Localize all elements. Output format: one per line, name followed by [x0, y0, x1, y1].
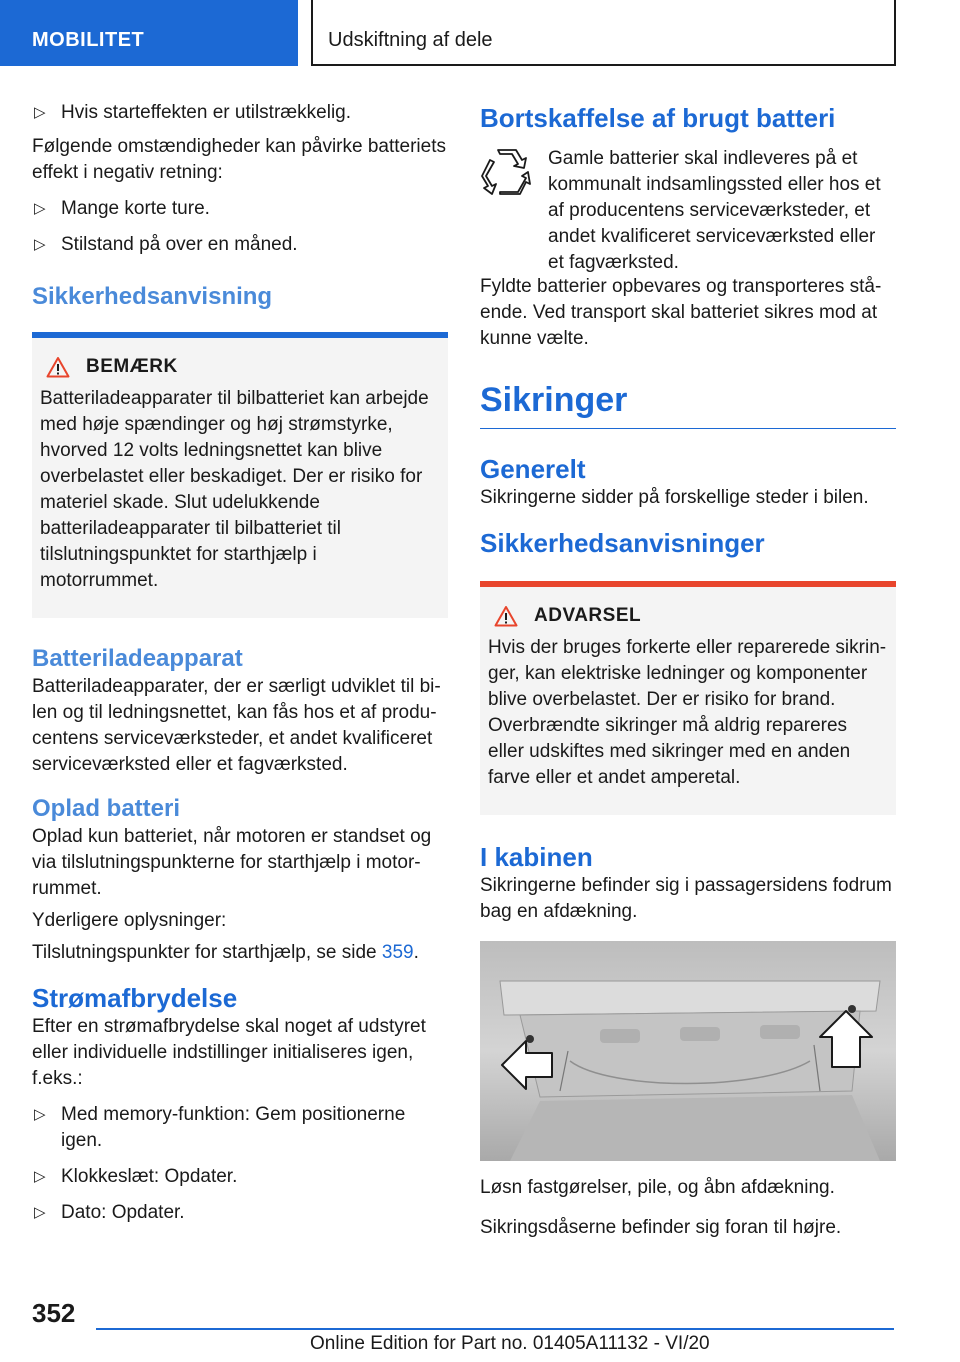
- section-heading: Bortskaffelse af brugt batteri: [480, 103, 836, 133]
- fuse-cover-illustration: [480, 941, 896, 1161]
- footer-rule: [96, 1328, 894, 1330]
- paragraph: Gamle batterier skal indleveres på et kommunalt indsamlingssted eller hos et af producentens serviceværksteder, et andet kvalificeret serviceværksted eller et fagværksted.: [548, 148, 881, 273]
- list-item: [32, 1102, 448, 1154]
- paragraph: Sikringerne befinder sig i passagersidens fodrum bag en afdækning.: [480, 875, 892, 922]
- chapter-heading: Sikringer: [480, 380, 896, 429]
- paragraph: Batteriladeapparater, der er særligt udviklet til bilen og til ledningsnettet, kan fås hos et af producentens serviceværksteder, et andet kvalificeret serviceværksted eller et fagværksted.: [32, 676, 441, 775]
- triangle-bullet-icon: ▷: [34, 104, 46, 121]
- triangle-bullet-icon: ▷: [34, 1168, 46, 1185]
- chapter-title: Udskiftning af dele: [311, 0, 896, 66]
- section-heading: I kabinen: [480, 842, 593, 872]
- notice-title: BEMÆRK: [86, 356, 178, 377]
- left-column: [32, 100, 448, 1234]
- fuse-cover-photo: [480, 941, 896, 1161]
- list-item-text: Klokkeslæt: Opdater.: [61, 1166, 238, 1187]
- warning-triangle-icon: [494, 605, 518, 627]
- triangle-bullet-icon: ▷: [34, 1204, 46, 1221]
- page-link[interactable]: 359: [381, 942, 414, 963]
- section-heading: Oplad batteri: [32, 795, 181, 822]
- triangle-bullet-icon: ▷: [34, 236, 46, 253]
- reference-suffix: .: [413, 942, 419, 963]
- page-number: 352: [32, 1298, 76, 1328]
- list-item-text: Hvis starteffekten er utilstrækkelig.: [61, 102, 352, 123]
- list-item-text: Mange korte ture.: [61, 198, 210, 219]
- list-item-text: Dato: Opdater.: [61, 1202, 185, 1223]
- paragraph: Sikringsdåserne befinder sig foran til højre.: [480, 1217, 842, 1238]
- paragraph: Yderligere oplysninger:: [32, 910, 227, 931]
- notice-header: [488, 605, 888, 627]
- paragraph: Sikringerne sidder på forskellige steder i bilen.: [480, 487, 869, 508]
- notice-header: [40, 356, 440, 378]
- paragraph: Oplad kun batteriet, når motoren er standset og via tilslutningspunkterne for starthjælp i motorrummet.: [32, 826, 432, 899]
- right-column: [480, 102, 896, 1247]
- triangle-bullet-icon: ▷: [34, 1106, 46, 1123]
- warning-triangle-icon: [46, 356, 70, 378]
- triangle-bullet-icon: ▷: [34, 200, 46, 217]
- paragraph: Fyldte batterier opbevares og transporteres stående. Ved transport skal batteriet sikres mod at kunne vælte.: [480, 276, 882, 349]
- section-heading: Sikkerhedsanvisning: [32, 283, 273, 310]
- paragraph-reference: [32, 940, 448, 966]
- reference-text: Tilslutningspunkter for starthjælp, se side: [32, 942, 382, 963]
- list-item: [32, 1164, 448, 1190]
- section-heading: Sikkerhedsanvisninger: [480, 528, 765, 558]
- page-header: [0, 0, 960, 66]
- list-item: [32, 1200, 448, 1226]
- notice-title: ADVARSEL: [534, 605, 642, 626]
- list-item: [32, 100, 448, 126]
- notice-body: Batteriladeapparater til bilbatteriet kan arbejde med høje spændinger og høj strømstyrke, hvorved 12 volts ledningsnettet kan blive overbelastet eller beskadiget. Der er risiko for materiel skade. Slut udelukkende batteriladeapparater til bilbatteriet til tilslutningspunktet for starthjælp i motorrummet.: [40, 388, 429, 591]
- paragraph: Efter en strømafbrydelse skal noget af udstyret eller individuelle indstillinger initialiseres igen, f.eks.:: [32, 1016, 426, 1089]
- section-heading: Batteriladeapparat: [32, 645, 243, 672]
- caption: Løsn fastgørelser, pile, og åbn afdækning.: [480, 1177, 835, 1198]
- list-item-text: Stilstand på over en måned.: [61, 234, 298, 255]
- section-heading: Generelt: [480, 454, 586, 484]
- list-item-text: Med memory-funktion: Gem positionerne igen.: [61, 1104, 406, 1151]
- paragraph: Følgende omstændigheder kan påvirke batteriets effekt i negativ retning:: [32, 136, 447, 183]
- notice-box: [32, 332, 448, 618]
- section-tab: MOBILITET: [0, 0, 298, 66]
- warning-box: [480, 581, 896, 815]
- section-heading: Strømafbrydelse: [32, 983, 238, 1013]
- list-item: [32, 232, 448, 258]
- recycle-icon: [480, 148, 532, 198]
- notice-body: Hvis der bruges forkerte eller reparerede sikringer, kan elektriske ledninger og komponenter blive overbelastet. Der er risiko for brand. Overbrændte sikringer må aldrig repareres eller udskiftes med sikringer med en anden farve eller et andet amperetal.: [488, 637, 887, 788]
- list-item: [32, 196, 448, 222]
- footer-edition: Online Edition for Part no. 01405A11132 - VI/20: [310, 1333, 710, 1354]
- recycle-notice: [480, 146, 896, 276]
